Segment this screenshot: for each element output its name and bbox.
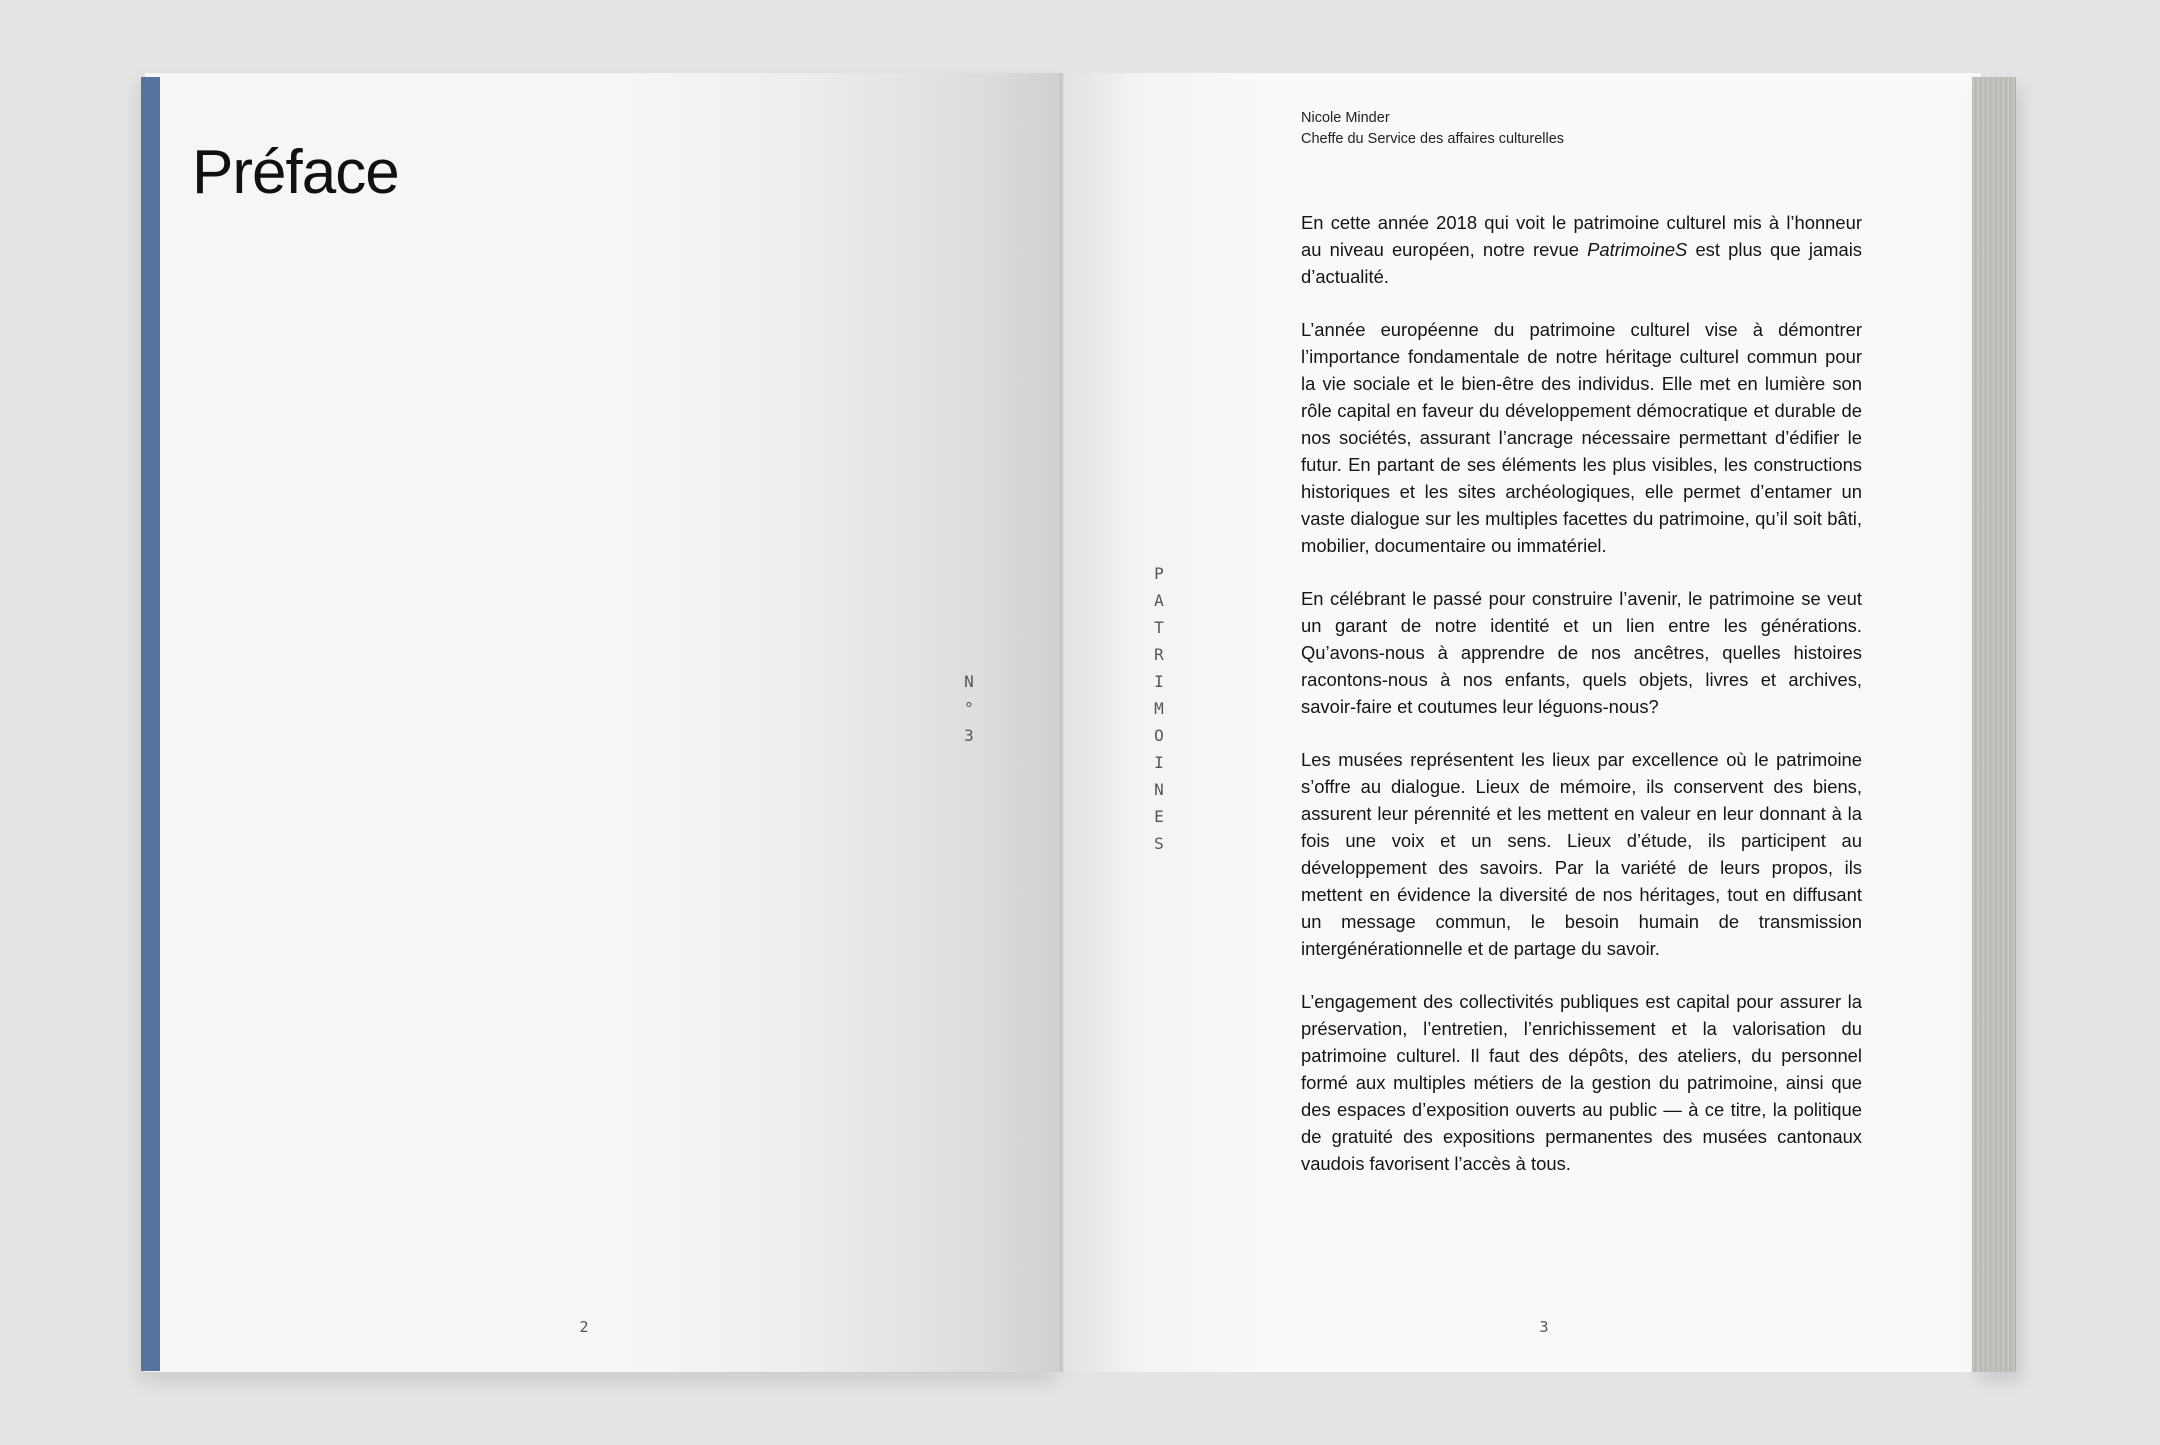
issue-letter: 3: [964, 726, 974, 745]
page-number-right: 3: [1539, 1318, 1549, 1336]
paragraph-text: est plus que jamais d’actualité.: [1301, 239, 1862, 287]
journal-letter: S: [1154, 834, 1164, 853]
journal-letter: N: [1154, 780, 1164, 799]
page-title: Préface: [192, 137, 399, 207]
page-number-left: 2: [579, 1318, 589, 1336]
author-name: Nicole Minder: [1301, 110, 1390, 126]
journal-letter: R: [1154, 645, 1164, 664]
preface-body: [1301, 209, 1862, 1177]
issue-letter: °: [964, 699, 974, 718]
paragraph: L’année européenne du patrimoine culturel vise à démontrer l’importance fondamentale de notre héritage culturel commun pour la vie sociale et le bien-être des individus. Elle met en lumière son rôle capital en faveur du développement démocratique et durable de nos sociétés, assurant l’ancrage nécessaire permettant d’édifier le futur. En partant de ses éléments les plus visibles, les constructions historiques et les sites archéologiques, elle permet d’entamer un vaste dialogue sur les multiples facettes du patrimoine, qu’il soit bâti, mobilier, documentaire ou immatériel.: [1301, 319, 1862, 556]
blue-cover-edge: [141, 77, 160, 1371]
paragraph-text: En cette année 2018 qui voit le patrimoine culturel mis à l’honneur au niveau européen, notre revue: [1301, 212, 1862, 260]
journal-letter: O: [1154, 726, 1164, 745]
issue-number-vertical: [958, 668, 980, 749]
journal-title-vertical: [1148, 560, 1170, 857]
journal-letter: T: [1154, 618, 1164, 637]
paragraph: En célébrant le passé pour construire l’avenir, le patrimoine se veut un garant de notre identité et un lien entre les générations. Qu’avons-nous à apprendre de nos ancêtres, quelles histoires racontons-nous à nos enfants, quels objets, livres et archives, savoir-faire et coutumes leur léguons-nous?: [1301, 588, 1862, 717]
journal-letter: P: [1154, 564, 1164, 583]
journal-letter: I: [1154, 753, 1164, 772]
journal-letter: A: [1154, 591, 1164, 610]
author-role: Cheffe du Service des affaires culturelles: [1301, 131, 1565, 147]
issue-letter: N: [964, 672, 974, 691]
paragraph: [1301, 209, 1862, 290]
left-page: [145, 73, 1063, 1372]
journal-name-italic: PatrimoineS: [1587, 239, 1688, 260]
journal-letter: E: [1154, 807, 1164, 826]
paragraph: L’engagement des collectivités publiques est capital pour assurer la préservation, l’entretien, l’enrichissement et la valorisation du patrimoine culturel. Il faut des dépôts, des ateliers, du personnel formé aux multiples métiers de la gestion du patrimoine, ainsi que des espaces d’exposition ouverts au public — à ce titre, la politique de gratuité des expositions permanentes des musées cantonaux vaudois favorisent l’accès à tous.: [1301, 991, 1862, 1174]
journal-letter: M: [1154, 699, 1164, 718]
page-block-edge: [1972, 77, 2016, 1372]
author-block: [1301, 108, 1564, 150]
journal-letter: I: [1154, 672, 1164, 691]
paragraph: Les musées représentent les lieux par excellence où le patrimoine s’offre au dialogue. Lieux de mémoire, ils conservent des biens, assurent leur pérennité et les mettent en valeur en leur donnant à la fois une voix et un sens. Lieux d’étude, ils participent au développement des savoirs. Par la variété de leurs propos, ils mettent en évidence la diversité de nos héritages, tout en diffusant un message commun, le besoin humain de transmission intergénérationnelle et de partage du savoir.: [1301, 749, 1862, 959]
